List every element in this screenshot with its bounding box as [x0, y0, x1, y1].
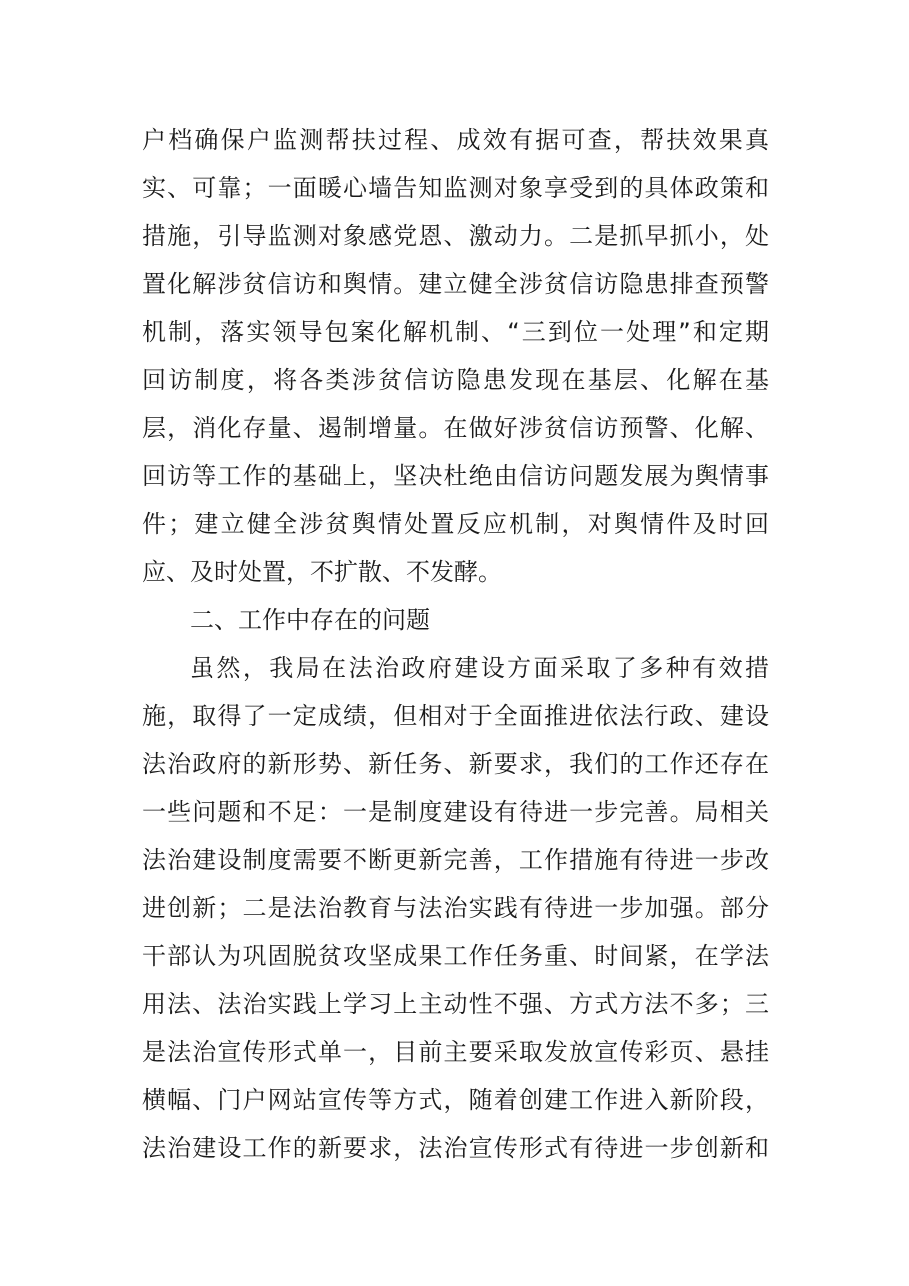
- text-line: 施，取得了一定成绩，但相对于全面推进依法行政、建设: [142, 702, 769, 730]
- text-line: 回访制度，将各类涉贫信访隐患发现在基层、化解在基: [142, 366, 769, 394]
- text-line: 法治建设工作的新要求，法治宣传形式有待进一步创新和: [142, 1134, 769, 1162]
- text-line: 机制，落实领导包案化解机制、“三到位一处理”和定期: [142, 318, 769, 346]
- text-line: 层，消化存量、遏制增量。在做好涉贫信访预警、化解、: [142, 414, 769, 442]
- text-line: 应、及时处置，不扩散、不发酵。: [142, 558, 502, 586]
- text-line: 进创新；二是法治教育与法治实践有待进一步加强。部分: [142, 894, 769, 922]
- text-line: 干部认为巩固脱贫攻坚成果工作任务重、时间紧，在学法: [142, 942, 769, 970]
- text-line: 实、可靠；一面暖心墙告知监测对象享受到的具体政策和: [142, 174, 769, 202]
- text-line: 回访等工作的基础上，坚决杜绝由信访问题发展为舆情事: [142, 462, 769, 490]
- text-line: 法治政府的新形势、新任务、新要求，我们的工作还存在: [142, 750, 769, 778]
- text-line: 置化解涉贫信访和舆情。建立健全涉贫信访隐患排查预警: [142, 270, 769, 298]
- text-line: 一些问题和不足：一是制度建设有待进一步完善。局相关: [142, 798, 769, 826]
- text-line: 是法治宣传形式单一，目前主要采取发放宣传彩页、悬挂: [142, 1038, 769, 1066]
- text-line: 措施，引导监测对象感党恩、激动力。二是抓早抓小，处: [142, 222, 769, 250]
- section-heading: 二、工作中存在的问题: [190, 606, 430, 634]
- text-line: 户档确保户监测帮扶过程、成效有据可查，帮扶效果真: [142, 126, 769, 154]
- text-line: 法治建设制度需要不断更新完善，工作措施有待进一步改: [142, 846, 769, 874]
- text-line: 横幅、门户网站宣传等方式，随着创建工作进入新阶段，: [142, 1086, 769, 1114]
- text-line: 用法、法治实践上学习上主动性不强、方式方法不多；三: [142, 990, 769, 1018]
- text-line: 虽然，我局在法治政府建设方面采取了多种有效措: [190, 654, 769, 682]
- text-line: 件；建立健全涉贫舆情处置反应机制，对舆情件及时回: [142, 510, 769, 538]
